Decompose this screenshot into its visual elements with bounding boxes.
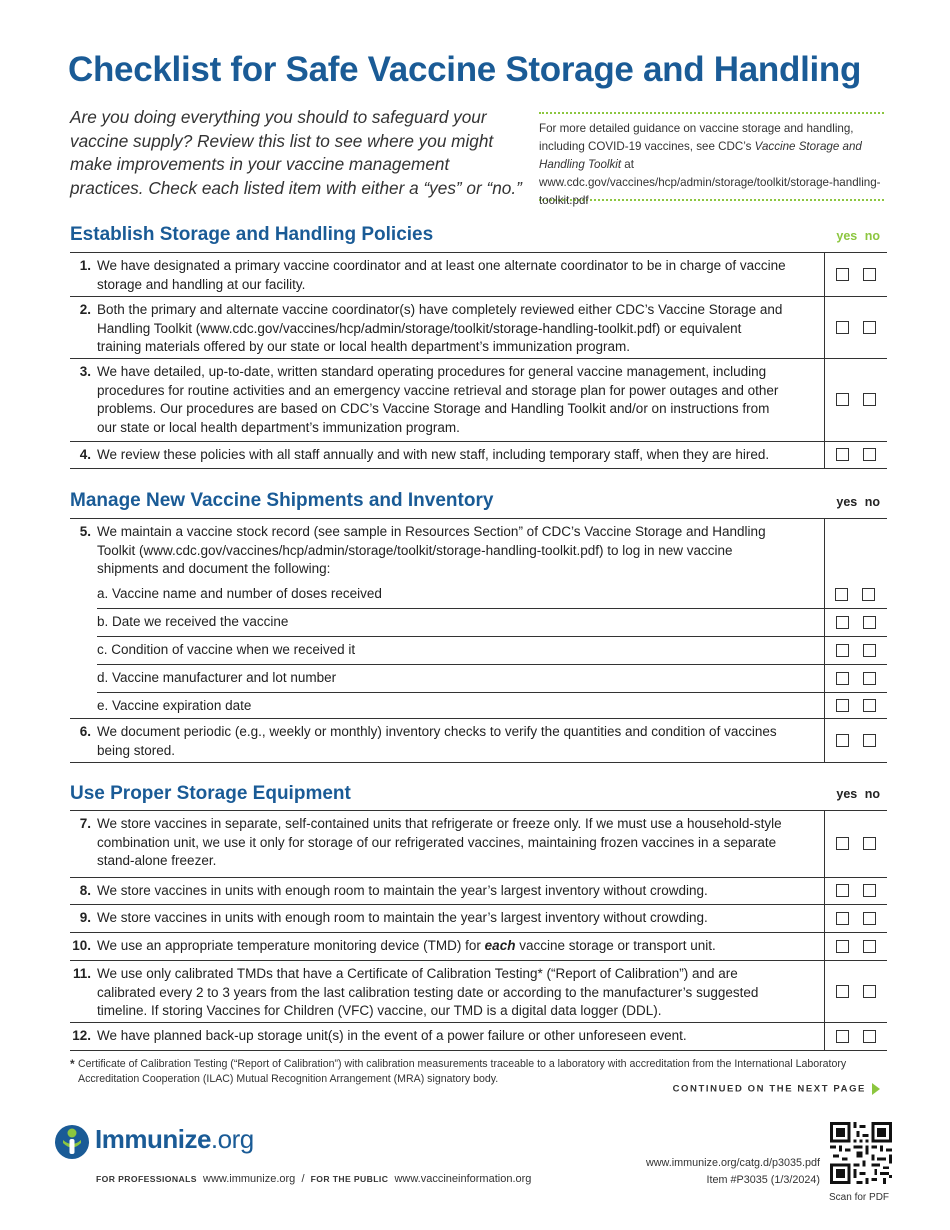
checklist-item [70,878,887,905]
item-number: 10. [72,938,91,953]
checklist-item [70,519,887,719]
no-checkbox[interactable] [863,985,876,998]
equipment-table [70,810,887,1051]
subitem [97,664,887,692]
item-number: 4. [79,447,91,462]
item-number: 5. [79,524,91,539]
guidance-toolkit-title: Vaccine Storage and Handling Toolkit [539,140,862,171]
arrow-right-icon [872,1083,880,1095]
no-checkbox[interactable] [863,940,876,953]
policies-table [70,252,887,469]
yes-checkbox[interactable] [836,393,849,406]
yes-checkbox[interactable] [836,837,849,850]
yes-checkbox[interactable] [836,644,849,657]
logo-suffix: .org [210,1124,254,1154]
item-number: 1. [79,258,91,273]
yes-checkbox[interactable] [836,734,849,747]
item-text: We use an appropriate temperature monitoring device (TMD) for each vaccine storage or transport unit. [97,938,716,953]
footer-links [96,1173,531,1185]
no-checkbox[interactable] [863,1030,876,1043]
professionals-link[interactable]: www.immunize.org [203,1173,296,1185]
no-checkbox[interactable] [863,734,876,747]
page-title: Checklist for Safe Vaccine Storage and Handling [68,50,862,89]
shipments-table [70,518,887,763]
footnote-text: Certificate of Calibration Testing (“Report of Calibration”) with calibration measurements traceable to a laboratory with accreditation from the International Laboratory Accreditation Cooperation (ILAC) Mutual Recognition Arrangement (MRA) signatory body. [78,1058,847,1085]
no-checkbox[interactable] [863,268,876,281]
scan-label: Scan for PDF [829,1192,890,1203]
item-number: 8. [79,883,91,898]
subitem [70,581,887,608]
no-checkbox[interactable] [863,448,876,461]
yes-checkbox[interactable] [836,699,849,712]
yes-no-header: yes no [836,495,880,509]
subitem-text: c. Condition of vaccine when we received it [97,642,356,657]
subitem [97,692,887,719]
section-title-shipments: Manage New Vaccine Shipments and Inventory [70,490,494,511]
item-text: We review these policies with all staff annually and with new staff, including temporary staff, when they are hired. [97,447,770,462]
yes-checkbox[interactable] [836,321,849,334]
checklist-item [70,905,887,933]
item-number: 3. [79,364,91,379]
emphasis-each: each [484,938,516,953]
item-text: We use only calibrated TMDs that have a Certificate of Calibration Testing* (“Report of Calibration”) and are calibrated every 2 to 3 years from the last calibration testing date or according to the manufacturer’s suggested timeline. If storing Vaccines for Children (VFC) vaccine, our TMD is a digital data logger (DDL). [97,966,759,1019]
checklist-item [70,253,887,297]
item-number: 11. [72,966,91,981]
intro-text: Are you doing everything you should to safeguard your vaccine supply? Review this list to see where you might make improvements in your vaccine management practices. Check each listed item with either a “yes” or “no.” [70,107,522,198]
checklist-item [70,1023,887,1051]
subitem [97,636,887,664]
checklist-item [70,719,887,763]
yes-checkbox[interactable] [836,268,849,281]
no-checkbox[interactable] [863,837,876,850]
item-number: 2. [79,302,91,317]
item-text: We document periodic (e.g., weekly or monthly) inventory checks to verify the quantities and condition of vaccines being stored. [97,724,777,758]
qr-code-icon[interactable] [830,1122,892,1184]
item-text: We store vaccines in units with enough room to maintain the year’s largest inventory without crowding. [97,883,708,898]
item-number: 6. [79,724,91,739]
subitem-text: e. Vaccine expiration date [97,698,252,713]
yes-checkbox[interactable] [836,1030,849,1043]
logo-wordmark [95,1124,254,1155]
no-checkbox[interactable] [863,321,876,334]
no-checkbox[interactable] [863,912,876,925]
no-checkbox[interactable] [863,699,876,712]
continued-note [673,1083,880,1095]
continued-text: CONTINUED ON THE NEXT PAGE [672,1083,866,1095]
checklist-item [70,811,887,878]
no-checkbox[interactable] [863,616,876,629]
yes-no-header: yes no [836,229,880,243]
immunize-logo-icon [54,1122,90,1160]
public-label: FOR THE PUBLIC [310,1174,389,1184]
guidance-text: For more detailed guidance on vaccine storage and handling, including COVID-19 vaccines, see CDC’s [539,122,854,153]
subitem-text: b. Date we received the vaccine [97,614,289,629]
guidance-box [539,112,884,207]
checklist-item [70,297,887,359]
footer-item-info [646,1155,820,1189]
item-number: 9. [79,910,91,925]
item-text: We store vaccines in units with enough room to maintain the year’s largest inventory without crowding. [97,910,708,925]
footer-separator: / [301,1173,305,1185]
item-number-label: Item #P3035 (1/3/2024) [706,1174,820,1186]
item-text: We have detailed, up-to-date, written standard operating procedures for general vaccine management, including procedures for routine activities and an emergency vaccine retrieval and storage plan for power outages and other problems. Our procedures are based on CDC’s Vaccine Storage and Handling Toolkit and/or on instructions from our state or local health department’s immunization program. [97,364,779,436]
subitem-text: a. Vaccine name and number of doses received [97,586,382,601]
no-checkbox[interactable] [863,644,876,657]
checklist-item [70,933,887,961]
item-text: Both the primary and alternate vaccine coordinator(s) have completely reviewed either CDC’s Vaccine Storage and Handling Toolkit (www.cdc.gov/vaccines/hcp/admin/storage/toolkit/storage-handling-toolkit.pdf) or equivalent training materials offered by our state or local health department’s immunization program. [97,302,783,355]
yes-no-header: yes no [836,787,880,801]
no-checkbox[interactable] [862,588,875,601]
yes-checkbox[interactable] [836,940,849,953]
item-text: We have planned back-up storage unit(s) in the event of a power failure or other unforeseen event. [97,1028,687,1043]
section-title-equipment: Use Proper Storage Equipment [70,783,351,804]
yes-checkbox[interactable] [836,985,849,998]
public-link[interactable]: www.vaccineinformation.org [394,1173,532,1185]
item-text: We store vaccines in separate, self-contained units that refrigerate or freeze only. If we must use a household-style combination unit, we use it only for storage of our refrigerated vaccines, maintaining frozen vaccines in a separate stand-alone freezer. [97,816,782,869]
subitem [97,608,887,636]
item-text: We maintain a vaccine stock record (see sample in Resources Section” of CDC’s Vaccine Storage and Handling Toolkit (www.cdc.gov/vaccines/hcp/admin/storage/toolkit/storage-handling-toolkit.pdf) to log in new vaccine shipments and document the following: [97,524,766,577]
item-text: We have designated a primary vaccine coordinator and at least one alternate coordinator to be in charge of vaccine storage and handling at our facility. [97,258,786,292]
footnote-marker: * [70,1057,75,1071]
checklist-item [70,961,887,1023]
pdf-link[interactable]: www.immunize.org/catg.d/p3035.pdf [645,1157,820,1169]
subitem-list [70,581,887,719]
yes-checkbox[interactable] [836,616,849,629]
yes-checkbox[interactable] [836,448,849,461]
no-checkbox[interactable] [863,672,876,685]
yes-checkbox[interactable] [835,588,848,601]
yes-checkbox[interactable] [836,672,849,685]
yes-checkbox[interactable] [836,912,849,925]
item-number: 12. [72,1028,91,1043]
section-title-policies: Establish Storage and Handling Policies [70,224,434,245]
item-number: 7. [79,816,91,831]
professionals-label: FOR PROFESSIONALS [96,1174,197,1184]
checklist-item [70,359,887,442]
logo-name: Immunize [95,1124,211,1154]
guidance-url: at www.cdc.gov/vaccines/hcp/admin/storage/toolkit/storage-handling-toolkit.pdf [539,158,881,207]
subitem-text: d. Vaccine manufacturer and lot number [97,670,337,685]
yes-checkbox[interactable] [836,884,849,897]
no-checkbox[interactable] [863,884,876,897]
no-checkbox[interactable] [863,393,876,406]
checklist-item [70,442,887,469]
